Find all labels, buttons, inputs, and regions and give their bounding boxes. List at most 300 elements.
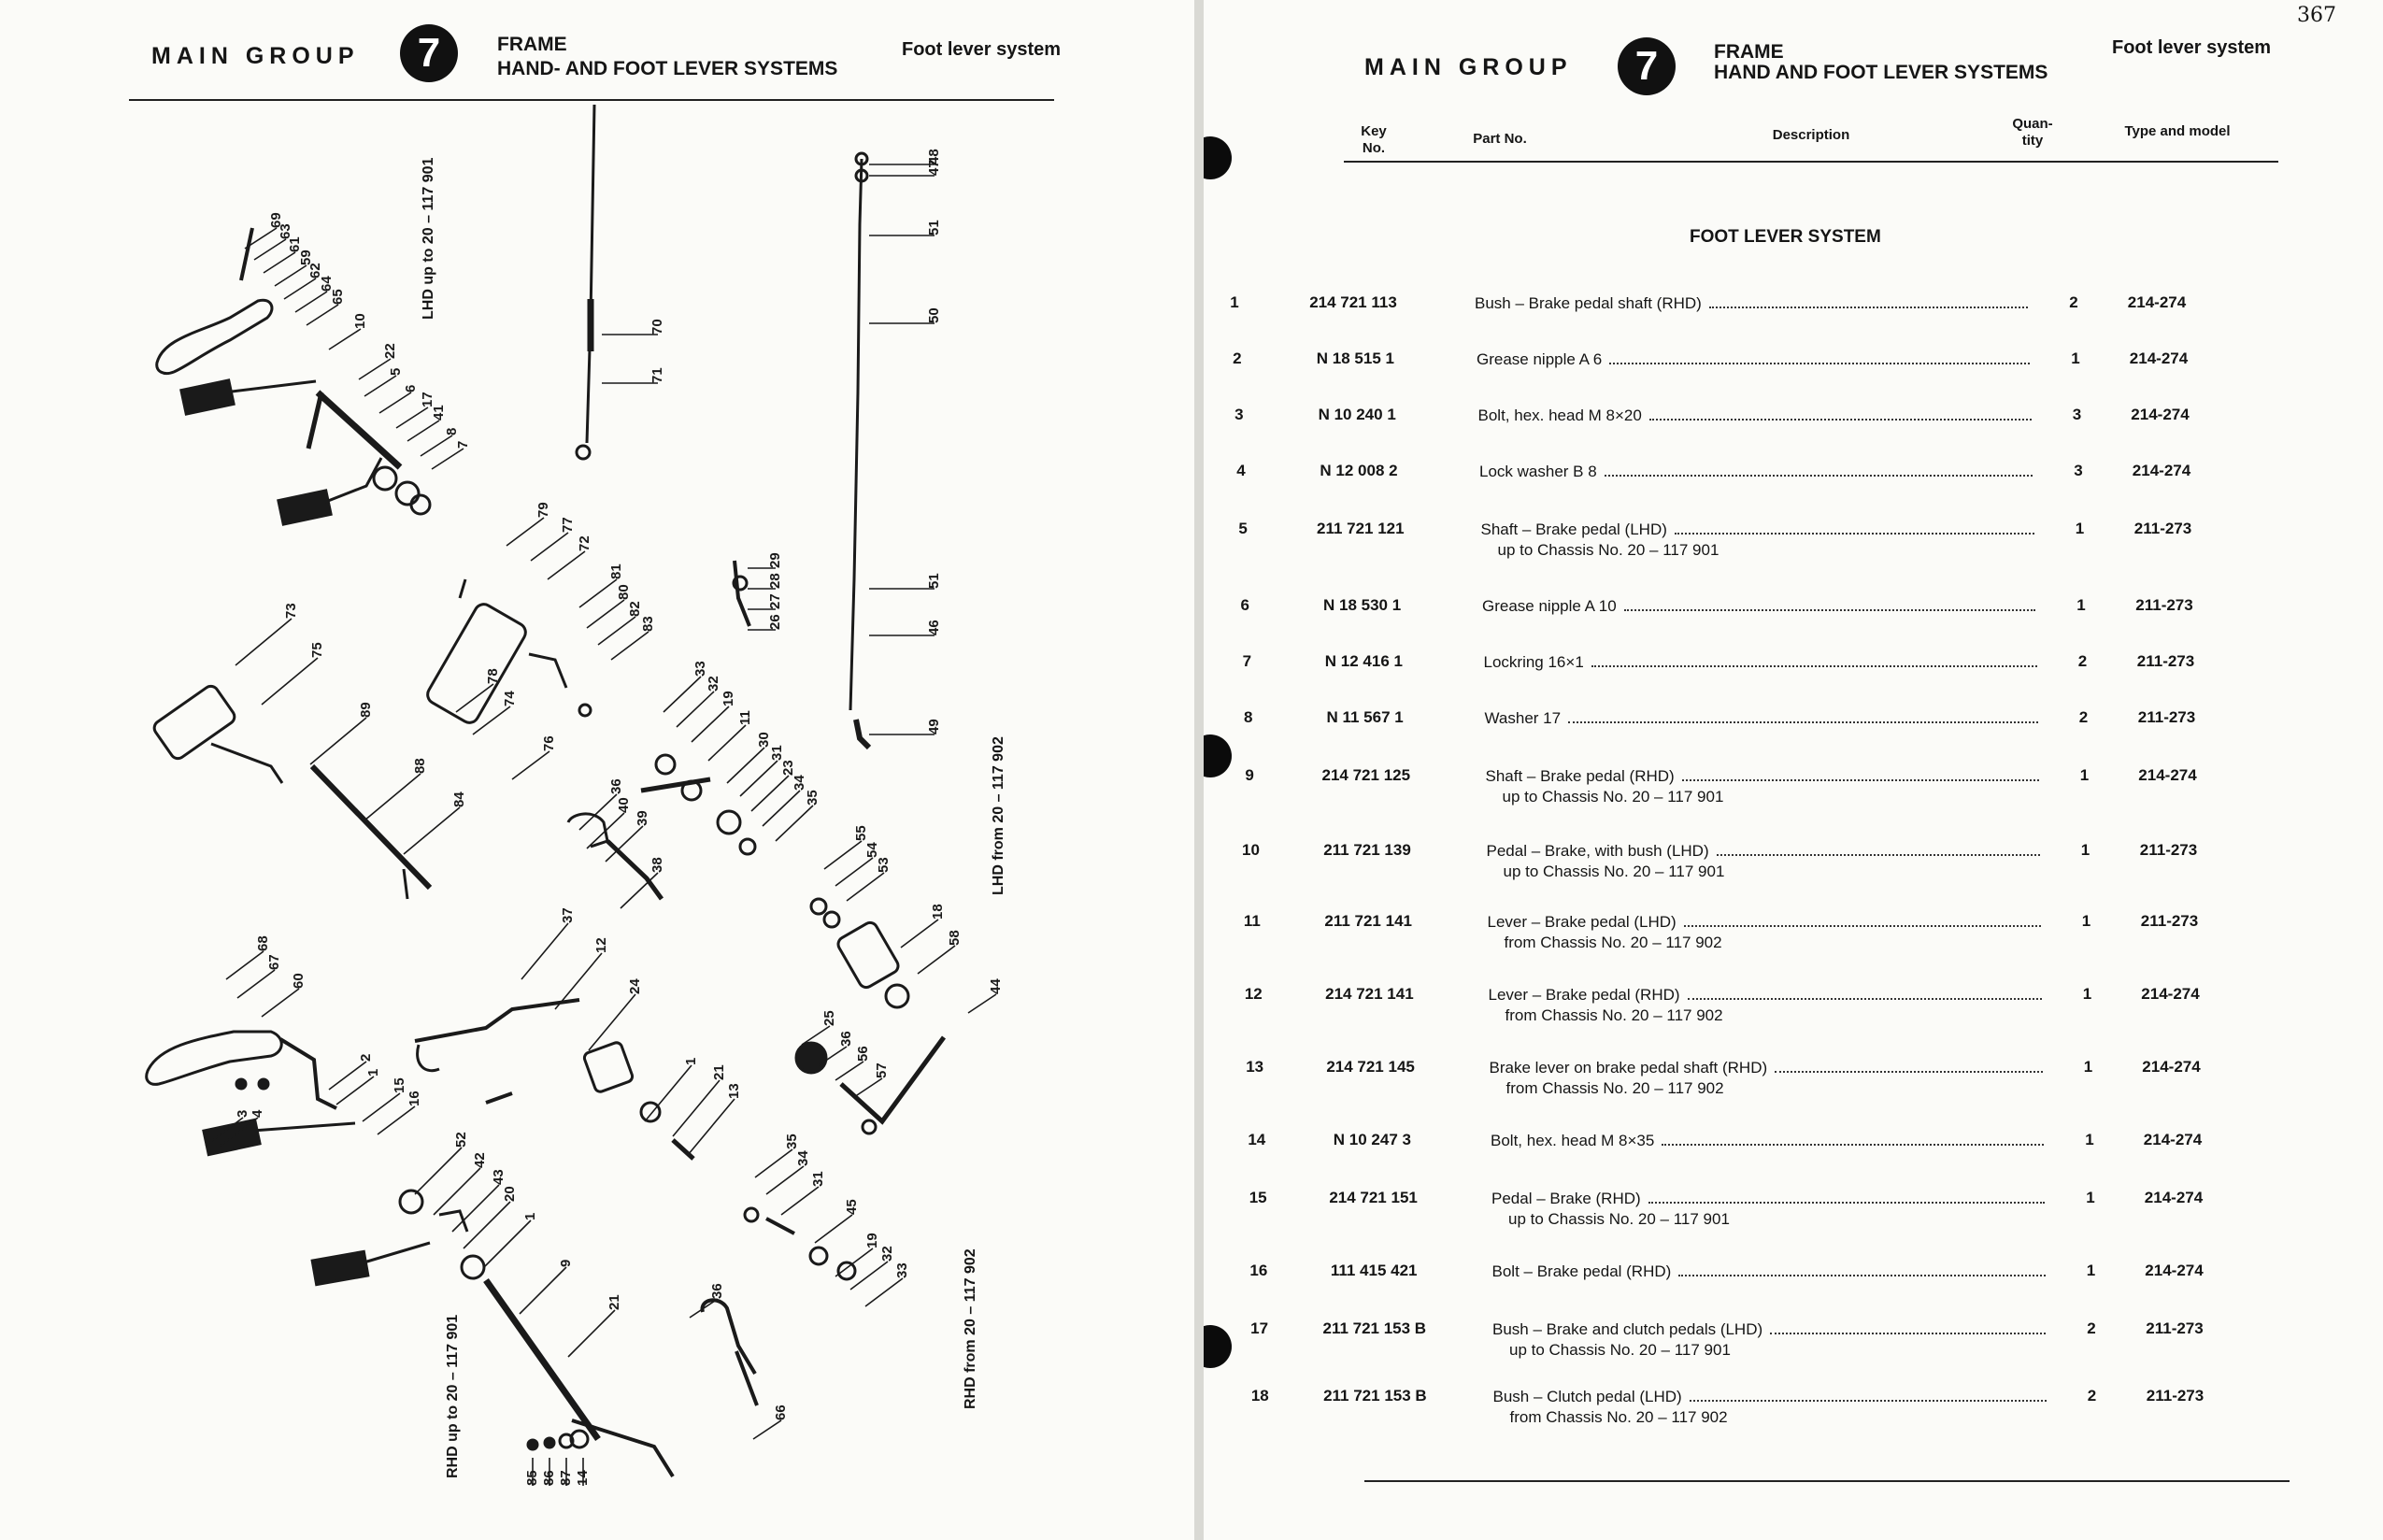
table-row	[1204, 1058, 2383, 1114]
callout-leader	[329, 329, 361, 349]
description-detail: from Chassis No. 20 – 117 902	[1505, 1006, 1723, 1024]
systems-title: HAND AND FOOT LEVER SYSTEMS	[1714, 62, 2048, 83]
key-number: 8	[1243, 708, 1253, 726]
callout-leader	[645, 1065, 692, 1121]
callout-number: 3	[235, 1109, 250, 1118]
description	[1490, 1058, 2050, 1099]
dot-leader	[1605, 475, 2033, 477]
type-model: 211-273	[2137, 708, 2196, 726]
callout-number: 54	[864, 842, 880, 858]
table-row	[1204, 1189, 2383, 1245]
key-number: 15	[1249, 1189, 1267, 1206]
callout-number: 70	[649, 319, 665, 335]
callout-leader	[364, 774, 421, 820]
key-number: 2	[1233, 349, 1242, 367]
callout-number: 36	[709, 1283, 725, 1299]
callout-leader	[677, 692, 714, 727]
quantity: 1	[2081, 912, 2091, 930]
callout-leader	[824, 841, 862, 869]
callout-leader	[378, 1106, 415, 1134]
callout-leader	[854, 1078, 882, 1097]
col-key: Key No.	[1361, 123, 1387, 156]
callout-number: 48	[926, 149, 942, 164]
description	[1491, 1131, 2051, 1151]
callout-number: 65	[330, 289, 346, 305]
key-number: 11	[1243, 912, 1261, 930]
cable-end	[577, 446, 590, 459]
callout-number: 26	[767, 614, 783, 630]
description-detail: up to Chassis No. 20 – 117 901	[1497, 541, 1719, 559]
quantity: 1	[2079, 766, 2090, 784]
pedal-shaft	[318, 392, 400, 467]
callout-number: 72	[577, 535, 592, 551]
dot-leader	[1648, 1202, 2045, 1204]
quantity: 2	[2077, 652, 2088, 670]
bush-shape	[462, 1256, 484, 1278]
table-row	[1204, 1319, 2383, 1376]
group-number-badge: 7	[1618, 37, 1676, 95]
col-type-model: Type and model	[2124, 123, 2231, 139]
callout-number: 39	[635, 810, 650, 826]
callout-number: 31	[810, 1171, 826, 1187]
callout-number: 89	[358, 702, 374, 718]
callout-leader	[850, 1262, 888, 1290]
part-number: 211 721 153 B	[1323, 1387, 1427, 1405]
type-model: 214-274	[2143, 1131, 2203, 1148]
washer-shape	[718, 811, 740, 834]
callout-number: 74	[502, 691, 518, 706]
callout-leader	[404, 807, 460, 854]
callout-number: 27	[767, 593, 783, 609]
throttle-rod	[211, 744, 282, 783]
pedal-shaft	[486, 1280, 598, 1439]
quantity: 1	[2080, 841, 2090, 859]
callout-number: 33	[692, 661, 708, 677]
type-model: 214-274	[2145, 1262, 2204, 1279]
part-number: 211 721 153 B	[1322, 1319, 1427, 1337]
callout-number: 21	[711, 1064, 727, 1080]
description	[1477, 349, 2037, 370]
key-number: 1	[1230, 293, 1239, 311]
clamp-shape	[673, 1140, 693, 1159]
dot-leader	[1709, 307, 2028, 308]
callout-number: 4	[250, 1109, 265, 1118]
frame-title: FRAME	[497, 34, 567, 55]
systems-title: HAND- AND FOOT LEVER SYSTEMS	[497, 58, 838, 79]
callout-number: 46	[926, 620, 942, 635]
callout-number: 66	[773, 1405, 789, 1420]
callout-number: 6	[403, 384, 419, 392]
pedal-arm	[361, 1243, 430, 1263]
subsection-title: Foot lever system	[2112, 37, 2272, 58]
page-gutter	[1194, 0, 1204, 1540]
description	[1492, 1262, 2053, 1282]
callout-number: 67	[266, 954, 282, 970]
col-description: Description	[1772, 127, 1850, 143]
callout-leader	[918, 946, 955, 974]
washer-shape	[374, 467, 396, 490]
bolt-head	[528, 1440, 537, 1449]
bolt-head	[259, 1079, 268, 1089]
callout-number: 32	[879, 1246, 895, 1262]
callout-leader	[521, 923, 568, 979]
linkage-shape	[735, 561, 749, 626]
callout-number: 34	[795, 1150, 811, 1166]
callout-number: 44	[988, 978, 1004, 994]
callout-number: 86	[541, 1470, 557, 1486]
col-quantity: Quan- tity	[2012, 116, 2053, 149]
description-detail: up to Chassis No. 20 – 117 901	[1509, 1341, 1731, 1359]
pedal-pad	[181, 380, 234, 414]
type-model: 211-273	[2133, 520, 2192, 537]
part-number: 214 721 113	[1309, 293, 1397, 311]
callout-leader	[415, 1148, 462, 1194]
callout-leader	[520, 1267, 566, 1314]
part-number: N 18 515 1	[1316, 349, 1394, 367]
callout-number: 55	[853, 825, 869, 841]
key-number: 17	[1250, 1319, 1269, 1337]
callout-number: 69	[268, 212, 284, 228]
type-model: 211-273	[2146, 1319, 2204, 1337]
table-row	[1204, 841, 2383, 897]
subsection-title: Foot lever system	[902, 39, 1062, 60]
quantity: 2	[2087, 1387, 2097, 1405]
callout-number: 77	[560, 517, 576, 533]
callout-leader	[589, 994, 635, 1050]
callout-number: 81	[608, 563, 624, 579]
callout-leader	[901, 920, 938, 948]
callout-number: 11	[737, 710, 753, 725]
callout-number: 17	[420, 392, 435, 407]
shaft-stub	[766, 1219, 794, 1233]
table-row	[1204, 520, 2383, 576]
callout-number: 1	[365, 1068, 381, 1077]
callout-leader	[432, 449, 464, 469]
description	[1482, 596, 2043, 617]
note-lhd-up-to: LHD up to 20 – 117 901	[421, 157, 436, 320]
type-model: 214-274	[2132, 462, 2191, 479]
key-number: 9	[1245, 766, 1254, 784]
callout-number: 80	[616, 584, 632, 600]
part-number: 111 415 421	[1330, 1262, 1418, 1279]
callout-number: 29	[767, 552, 783, 568]
callout-number: 20	[502, 1186, 518, 1202]
callout-number: 5	[388, 367, 404, 376]
description	[1481, 520, 2042, 561]
key-number: 13	[1246, 1058, 1264, 1076]
description	[1493, 1387, 2054, 1428]
type-model: 214-274	[2138, 766, 2197, 784]
callout-leader	[865, 1278, 903, 1306]
key-number: 5	[1238, 520, 1248, 537]
description	[1485, 708, 2046, 729]
key-number: 4	[1236, 462, 1246, 479]
callout-number: 1	[683, 1057, 699, 1065]
lever-link	[486, 1093, 512, 1103]
callout-leader	[284, 278, 316, 299]
callout-number: 76	[541, 735, 557, 751]
dot-leader	[1649, 419, 2032, 421]
dot-leader	[1775, 1071, 2042, 1073]
callout-leader	[621, 873, 658, 908]
washer-shape	[400, 1191, 422, 1213]
part-number: 214 721 151	[1329, 1189, 1418, 1206]
lever-end	[418, 1045, 439, 1071]
accel-bolt	[579, 705, 591, 716]
cable-clevis	[856, 720, 869, 748]
page-number: 367	[2297, 4, 2336, 27]
description-text: Bush – Brake and clutch pedals (LHD)	[1492, 1320, 1763, 1338]
table-row	[1204, 766, 2383, 822]
callout-number: 22	[382, 343, 398, 359]
callout-number: 51	[926, 220, 942, 235]
bearing-block	[835, 920, 901, 991]
description	[1489, 985, 2049, 1026]
callout-leader	[587, 600, 624, 628]
callout-number: 79	[535, 502, 551, 518]
callout-leader	[484, 1220, 531, 1267]
callout-number: 57	[874, 1062, 890, 1078]
quantity: 2	[2069, 293, 2078, 311]
long-cable-shape	[850, 159, 862, 710]
callout-leader	[226, 951, 264, 979]
callout-leader	[802, 1026, 830, 1045]
quantity: 2	[2078, 708, 2089, 726]
callout-number: 51	[926, 573, 942, 589]
callout-number: 71	[649, 367, 665, 383]
callout-number: 83	[640, 616, 656, 632]
callout-number: 33	[894, 1262, 910, 1278]
callout-leader	[254, 239, 286, 260]
description	[1478, 406, 2039, 426]
callout-leader	[847, 873, 884, 901]
main-group-label: MAIN GROUP	[151, 43, 360, 69]
callout-number: 13	[726, 1083, 742, 1099]
type-model: 214-274	[2144, 1189, 2204, 1206]
callout-leader	[968, 994, 996, 1013]
description	[1492, 1319, 2053, 1361]
quantity: 1	[2075, 520, 2085, 537]
type-model: 211-273	[2146, 1387, 2205, 1405]
callout-leader	[835, 858, 873, 886]
pedal-pad	[278, 491, 331, 524]
callout-leader	[363, 1093, 400, 1121]
key-number: 6	[1240, 596, 1249, 614]
callout-number: 8	[444, 427, 460, 435]
washer-shape	[740, 839, 755, 854]
description-text: Lock washer B 8	[1479, 463, 1597, 480]
callout-leader	[815, 1215, 852, 1243]
callout-number: 36	[838, 1031, 854, 1047]
note-rhd-up-to: RHD up to 20 – 117 901	[445, 1314, 461, 1478]
pedal-pad	[312, 1251, 368, 1284]
callout-number: 87	[558, 1470, 574, 1486]
description	[1484, 652, 2045, 673]
type-model: 214-274	[2127, 293, 2187, 311]
callout-number: 41	[431, 405, 447, 421]
callout-number: 16	[407, 1091, 422, 1106]
washer-shape	[411, 495, 430, 514]
callout-number: 85	[524, 1470, 540, 1486]
callout-labels	[206, 149, 1004, 1486]
callout-number: 73	[283, 603, 299, 619]
description	[1475, 293, 2035, 314]
col-part-no: Part No.	[1473, 131, 1527, 147]
part-number: 214 721 145	[1326, 1058, 1415, 1076]
lever-shape	[568, 814, 607, 847]
callout-number: 88	[412, 758, 428, 774]
description-detail: from Chassis No. 20 – 117 902	[1505, 1079, 1724, 1097]
washer-shape	[745, 1208, 758, 1221]
section-title: FOOT LEVER SYSTEM	[1690, 227, 1881, 247]
note-lhd-from: LHD from 20 – 117 902	[991, 736, 1006, 895]
callout-leader	[464, 1202, 510, 1248]
type-model: 211-273	[2135, 596, 2193, 614]
cable-shape	[587, 105, 594, 443]
rubber-boot	[796, 1043, 826, 1073]
callout-leader	[835, 1062, 863, 1080]
callout-number: 15	[392, 1077, 407, 1093]
main-group-label: MAIN GROUP	[1364, 54, 1573, 80]
spring-shape	[308, 392, 321, 449]
callout-number: 59	[298, 250, 314, 265]
dot-leader	[1662, 1144, 2044, 1146]
description-detail: up to Chassis No. 20 – 117 901	[1503, 863, 1725, 880]
table-row	[1204, 349, 2383, 406]
dot-leader	[1690, 1400, 2047, 1402]
callout-leader	[379, 392, 411, 413]
description-text: Shaft – Brake pedal (RHD)	[1485, 767, 1675, 785]
dot-leader	[1675, 533, 2034, 535]
description-text: Grease nipple A 10	[1482, 597, 1617, 615]
throttle-link	[404, 869, 407, 899]
key-number: 10	[1242, 841, 1260, 859]
callout-number: 28	[767, 573, 783, 589]
callout-leader	[781, 1187, 819, 1215]
throttle-shaft	[312, 766, 430, 888]
callout-leader	[359, 359, 391, 379]
callout-number: 52	[453, 1132, 469, 1148]
callout-leader	[692, 706, 729, 742]
washer-shape	[656, 755, 675, 774]
bracket-shape	[280, 1039, 336, 1108]
callout-leader	[307, 305, 338, 325]
callout-leader	[237, 970, 275, 998]
callout-number: 64	[319, 276, 335, 292]
callout-leader	[598, 617, 635, 645]
callout-leader	[766, 1166, 804, 1194]
callout-number: 35	[784, 1134, 800, 1149]
callout-leader	[579, 579, 617, 607]
callout-number: 45	[844, 1199, 860, 1215]
callout-number: 50	[926, 307, 942, 323]
table-row	[1204, 1131, 2383, 1187]
callout-leader	[688, 1099, 735, 1155]
type-model: 214-274	[2131, 406, 2190, 423]
bolt-head	[545, 1438, 554, 1447]
washer-shape	[824, 912, 839, 927]
description-text: Washer 17	[1484, 709, 1562, 727]
callout-number: 63	[278, 223, 293, 239]
description-text: Pedal – Brake (RHD)	[1491, 1190, 1641, 1207]
quantity: 1	[2083, 1058, 2093, 1076]
dot-leader	[1717, 854, 2040, 856]
callout-leader	[531, 533, 568, 561]
part-number: 211 721 121	[1316, 520, 1405, 537]
callout-leader	[568, 1310, 615, 1357]
callout-number: 31	[769, 745, 785, 761]
description-text: Pedal – Brake, with bush (LHD)	[1486, 842, 1709, 860]
bottom-rule	[1364, 1480, 2290, 1482]
dot-leader	[1682, 779, 2039, 781]
callout-number: 2	[358, 1053, 374, 1062]
part-number: 211 721 141	[1324, 912, 1412, 930]
part-number: N 18 530 1	[1323, 596, 1402, 614]
callout-number: 56	[855, 1046, 871, 1062]
callout-number: 84	[451, 791, 467, 807]
description-text: Lever – Brake pedal (RHD)	[1488, 986, 1680, 1004]
lever-shape	[703, 1300, 755, 1374]
key-number: 12	[1244, 985, 1263, 1003]
callout-number: 49	[926, 719, 942, 734]
bush-shape	[641, 1103, 660, 1121]
description	[1486, 766, 2047, 807]
bolt-head	[236, 1079, 246, 1089]
part-number: 214 721 125	[1321, 766, 1411, 784]
table-row	[1204, 1262, 2383, 1318]
callout-number: 19	[864, 1233, 880, 1248]
callout-number: 24	[627, 978, 643, 994]
type-model: 211-273	[2140, 912, 2199, 930]
callout-leader	[664, 677, 701, 712]
table-row	[1204, 406, 2383, 462]
callout-number: 23	[780, 760, 796, 776]
dot-leader	[1591, 665, 2037, 667]
callout-number: 35	[805, 790, 820, 806]
callout-number: 82	[627, 601, 643, 617]
dot-leader	[1770, 1333, 2046, 1334]
dot-leader	[1624, 609, 2035, 611]
quantity: 1	[2086, 1189, 2095, 1206]
description-text: Bolt – Brake pedal (RHD)	[1491, 1262, 1672, 1280]
table-row	[1204, 652, 2383, 708]
callout-leader	[421, 435, 452, 456]
callout-number: 34	[792, 775, 807, 791]
quantity: 3	[2074, 462, 2083, 479]
key-number: 7	[1242, 652, 1252, 670]
note-rhd-from: RHD from 20 – 117 902	[963, 1248, 978, 1409]
callout-number: 78	[485, 668, 501, 684]
spring-shape	[241, 228, 252, 280]
dot-leader	[1678, 1275, 2045, 1276]
description-text: Bolt, hex. head M 8×35	[1491, 1132, 1655, 1149]
key-number: 3	[1234, 406, 1244, 423]
part-number: N 10 240 1	[1318, 406, 1396, 423]
part-number: N 12 416 1	[1324, 652, 1403, 670]
callout-number: 32	[706, 676, 721, 692]
type-model: 211-273	[2139, 841, 2198, 859]
callout-number: 75	[309, 642, 325, 658]
quantity: 3	[2072, 406, 2082, 423]
callout-number: 38	[649, 857, 665, 873]
table-row	[1204, 1387, 2383, 1443]
description-text: Brake lever on brake pedal shaft (RHD)	[1489, 1059, 1768, 1077]
callout-number: 68	[255, 935, 271, 951]
part-number: N 12 008 2	[1320, 462, 1398, 479]
dot-leader	[1609, 363, 2030, 364]
description-detail: up to Chassis No. 20 – 117 901	[1502, 788, 1724, 806]
callout-leader	[473, 706, 510, 734]
